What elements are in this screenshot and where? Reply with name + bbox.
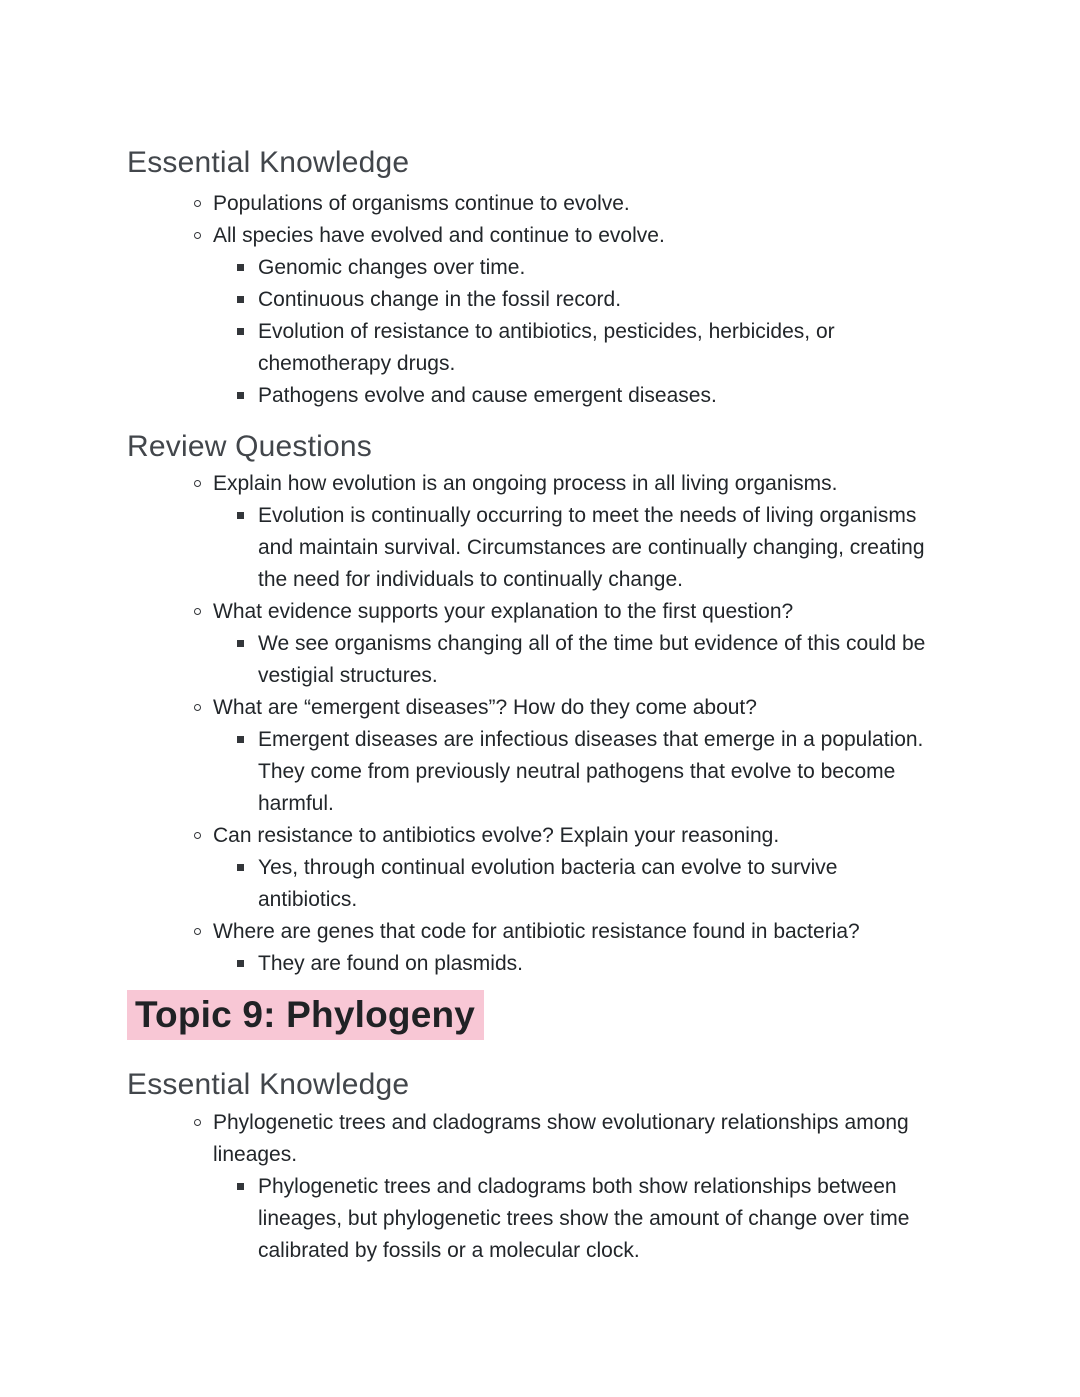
answer-text: Evolution is continually occurring to meet the needs of living organisms and maintain survival. Circumstances are continually changing, creating the need for individuals to continually change. xyxy=(258,504,925,591)
list-item-text: Evolution of resistance to antibiotics, pesticides, herbicides, or chemotherapy drugs. xyxy=(258,320,835,375)
square-bullet-icon xyxy=(237,500,258,519)
answer-item xyxy=(127,500,1020,596)
question-item xyxy=(127,916,1020,948)
answer-text: We see organisms changing all of the time but evidence of this could be vestigial structures. xyxy=(258,632,926,687)
question-item xyxy=(127,596,1020,628)
square-bullet-icon xyxy=(237,316,258,335)
circle-bullet-icon xyxy=(194,820,213,839)
answer-text: They are found on plasmids. xyxy=(258,952,523,975)
essential-knowledge-list xyxy=(127,188,1020,412)
square-bullet-icon xyxy=(237,628,258,647)
list-item xyxy=(127,220,1020,252)
page-title: Topic 9: Phylogeny xyxy=(127,990,484,1040)
list-item-text: Genomic changes over time. xyxy=(258,256,526,279)
section-heading-essential-knowledge-2: Essential Knowledge xyxy=(127,1068,410,1101)
list-subitem xyxy=(127,380,1020,412)
list-subitem xyxy=(127,1171,1020,1267)
phylogeny-knowledge-list xyxy=(127,1107,1020,1267)
circle-bullet-icon xyxy=(194,692,213,711)
circle-bullet-icon xyxy=(194,916,213,935)
square-bullet-icon xyxy=(237,852,258,871)
answer-item xyxy=(127,948,1020,980)
list-item-text: Phylogenetic trees and cladograms both show relationships between lineages, but phylogenetic trees show the amount of change over time calibrated by fossils or a molecular clock. xyxy=(258,1175,910,1262)
answer-item xyxy=(127,628,1020,692)
question-item xyxy=(127,820,1020,852)
square-bullet-icon xyxy=(237,948,258,967)
circle-bullet-icon xyxy=(194,188,213,207)
list-subitem xyxy=(127,284,1020,316)
list-subitem xyxy=(127,252,1020,284)
square-bullet-icon xyxy=(237,380,258,399)
circle-bullet-icon xyxy=(194,468,213,487)
square-bullet-icon xyxy=(237,284,258,303)
review-questions-list xyxy=(127,468,1020,980)
circle-bullet-icon xyxy=(194,220,213,239)
list-item-text: Continuous change in the fossil record. xyxy=(258,288,622,311)
section-heading-review-questions: Review Questions xyxy=(127,430,372,463)
question-text: What are “emergent diseases”? How do they come about? xyxy=(213,696,757,719)
question-item xyxy=(127,692,1020,724)
list-item-text: Populations of organisms continue to evolve. xyxy=(213,192,630,215)
list-item-text: Phylogenetic trees and cladograms show evolutionary relationships among lineages. xyxy=(213,1111,909,1166)
circle-bullet-icon xyxy=(194,596,213,615)
answer-text: Emergent diseases are infectious diseases that emerge in a population. They come from previously neutral pathogens that evolve to become harmful. xyxy=(258,728,924,815)
square-bullet-icon xyxy=(237,724,258,743)
section-heading-essential-knowledge-1: Essential Knowledge xyxy=(127,146,410,179)
circle-bullet-icon xyxy=(194,1107,213,1126)
list-item xyxy=(127,188,1020,220)
question-text: Can resistance to antibiotics evolve? Explain your reasoning. xyxy=(213,824,780,847)
answer-item xyxy=(127,852,1020,916)
question-item xyxy=(127,468,1020,500)
list-subitem xyxy=(127,316,1020,380)
question-text: Where are genes that code for antibiotic resistance found in bacteria? xyxy=(213,920,860,943)
answer-item xyxy=(127,724,1020,820)
square-bullet-icon xyxy=(237,1171,258,1190)
answer-text: Yes, through continual evolution bacteria can evolve to survive antibiotics. xyxy=(258,856,838,911)
list-item xyxy=(127,1107,1020,1171)
list-item-text: Pathogens evolve and cause emergent diseases. xyxy=(258,384,717,407)
topic-title-block xyxy=(127,990,1020,1040)
question-text: What evidence supports your explanation to the first question? xyxy=(213,600,794,623)
question-text: Explain how evolution is an ongoing process in all living organisms. xyxy=(213,472,838,495)
square-bullet-icon xyxy=(237,252,258,271)
list-item-text: All species have evolved and continue to evolve. xyxy=(213,224,665,247)
